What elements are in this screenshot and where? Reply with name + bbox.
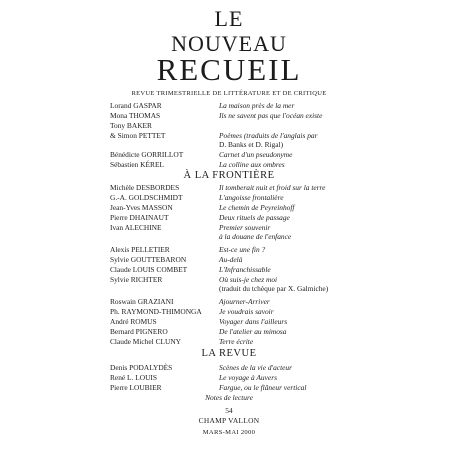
notes-de-lecture: Notes de lecture — [205, 393, 253, 402]
work-title: Terre écrite — [219, 337, 254, 346]
work-title: L'angoisse frontalière — [219, 193, 284, 202]
author: Lorand GASPAR — [110, 101, 162, 110]
table-row — [0, 383, 458, 392]
work-title: Au-delà — [219, 255, 243, 264]
work-title: Est-ce une fin ? — [219, 245, 266, 254]
work-title: Je voudrais savoir — [219, 307, 274, 316]
author: Roswain GRAZIANI — [110, 297, 174, 306]
author: Mona THOMAS — [110, 111, 161, 120]
work-title: La colline aux ombres — [219, 160, 285, 169]
publisher: CHAMP VALLON — [198, 416, 260, 425]
work-title: Ajourner-Arriver — [219, 297, 270, 306]
author: Pierre DHAINAUT — [110, 213, 169, 222]
table-row — [0, 373, 458, 382]
author: Michèle DESBORDES — [110, 183, 180, 192]
masthead-le: LE — [214, 6, 244, 31]
work-title: Premier souvenir — [219, 223, 271, 232]
masthead-recueil: RECUEIL — [156, 52, 302, 87]
author: Sylvie GOUTTEBARON — [110, 255, 187, 264]
work-title: Ils ne savent pas que l'océan existe — [219, 111, 323, 120]
table-row — [0, 363, 458, 372]
author: G.-A. GOLDSCHMIDT — [110, 193, 183, 202]
work-title: Le chemin de Peyreinhoff — [219, 203, 295, 212]
author: Bénédicte GORRILLOT — [110, 150, 184, 159]
work-title: L'Infranchissable — [219, 265, 271, 274]
author: & Simon PETTET — [110, 131, 166, 140]
masthead-nouveau: NOUVEAU — [171, 31, 287, 56]
author: Sébastien KÉREL — [110, 160, 164, 169]
author: Ivan ALECHINE — [110, 223, 162, 232]
work-title: Deux rituels de passage — [219, 213, 290, 222]
work-title: (traduit du tchèque par X. Galmiche) — [219, 284, 329, 293]
work-title: Le voyage à Auvers — [219, 373, 277, 382]
work-title: Poèmes (traduits de l'anglais par — [219, 131, 318, 140]
author: René L. LOUIS — [110, 373, 158, 382]
section-heading-frontiere: À LA FRONTIÈRE — [183, 170, 275, 181]
author: Bernard PIGNERO — [110, 327, 168, 336]
author: Claude LOUIS COMBET — [110, 265, 188, 274]
work-title: Fargue, ou le flâneur vertical — [219, 383, 307, 392]
work-title: Scènes de la vie d'acteur — [219, 363, 292, 372]
author: Claude Michel CLUNY — [110, 337, 182, 346]
author: Jean-Yves MASSON — [110, 203, 173, 212]
work-title: Où suis-je chez moi — [219, 275, 278, 284]
issue-number: 54 — [225, 406, 233, 415]
section-heading-revue: LA REVUE — [201, 348, 257, 359]
work-title: Carnet d'un pseudonyme — [219, 150, 293, 159]
author: André ROMUS — [110, 317, 157, 326]
work-title: De l'atelier au mimosa — [219, 327, 287, 336]
subtitle: REVUE TRIMESTRIELLE DE LITTÉRATURE ET DE CRITIQUE — [131, 90, 327, 97]
issue-date: MARS-MAI 2000 — [202, 429, 256, 436]
work-title: La maison près de la mer — [219, 101, 295, 110]
work-title: à la douane de l'enfance — [219, 232, 292, 241]
author: Tony BAKER — [110, 121, 152, 130]
work-title: D. Banks et D. Rigal) — [219, 140, 284, 149]
author: Denis PODALYDÈS — [110, 363, 173, 372]
author: Alexis PELLETIER — [110, 245, 170, 254]
author: Sylvie RICHTER — [110, 275, 163, 284]
author: Pierre LOUBIER — [110, 383, 162, 392]
author: Ph. RAYMOND-THIMONGA — [110, 307, 202, 316]
work-title: Il tomberait nuit et froid sur la terre — [219, 183, 326, 192]
work-title: Voyager dans l'ailleurs — [219, 317, 288, 326]
